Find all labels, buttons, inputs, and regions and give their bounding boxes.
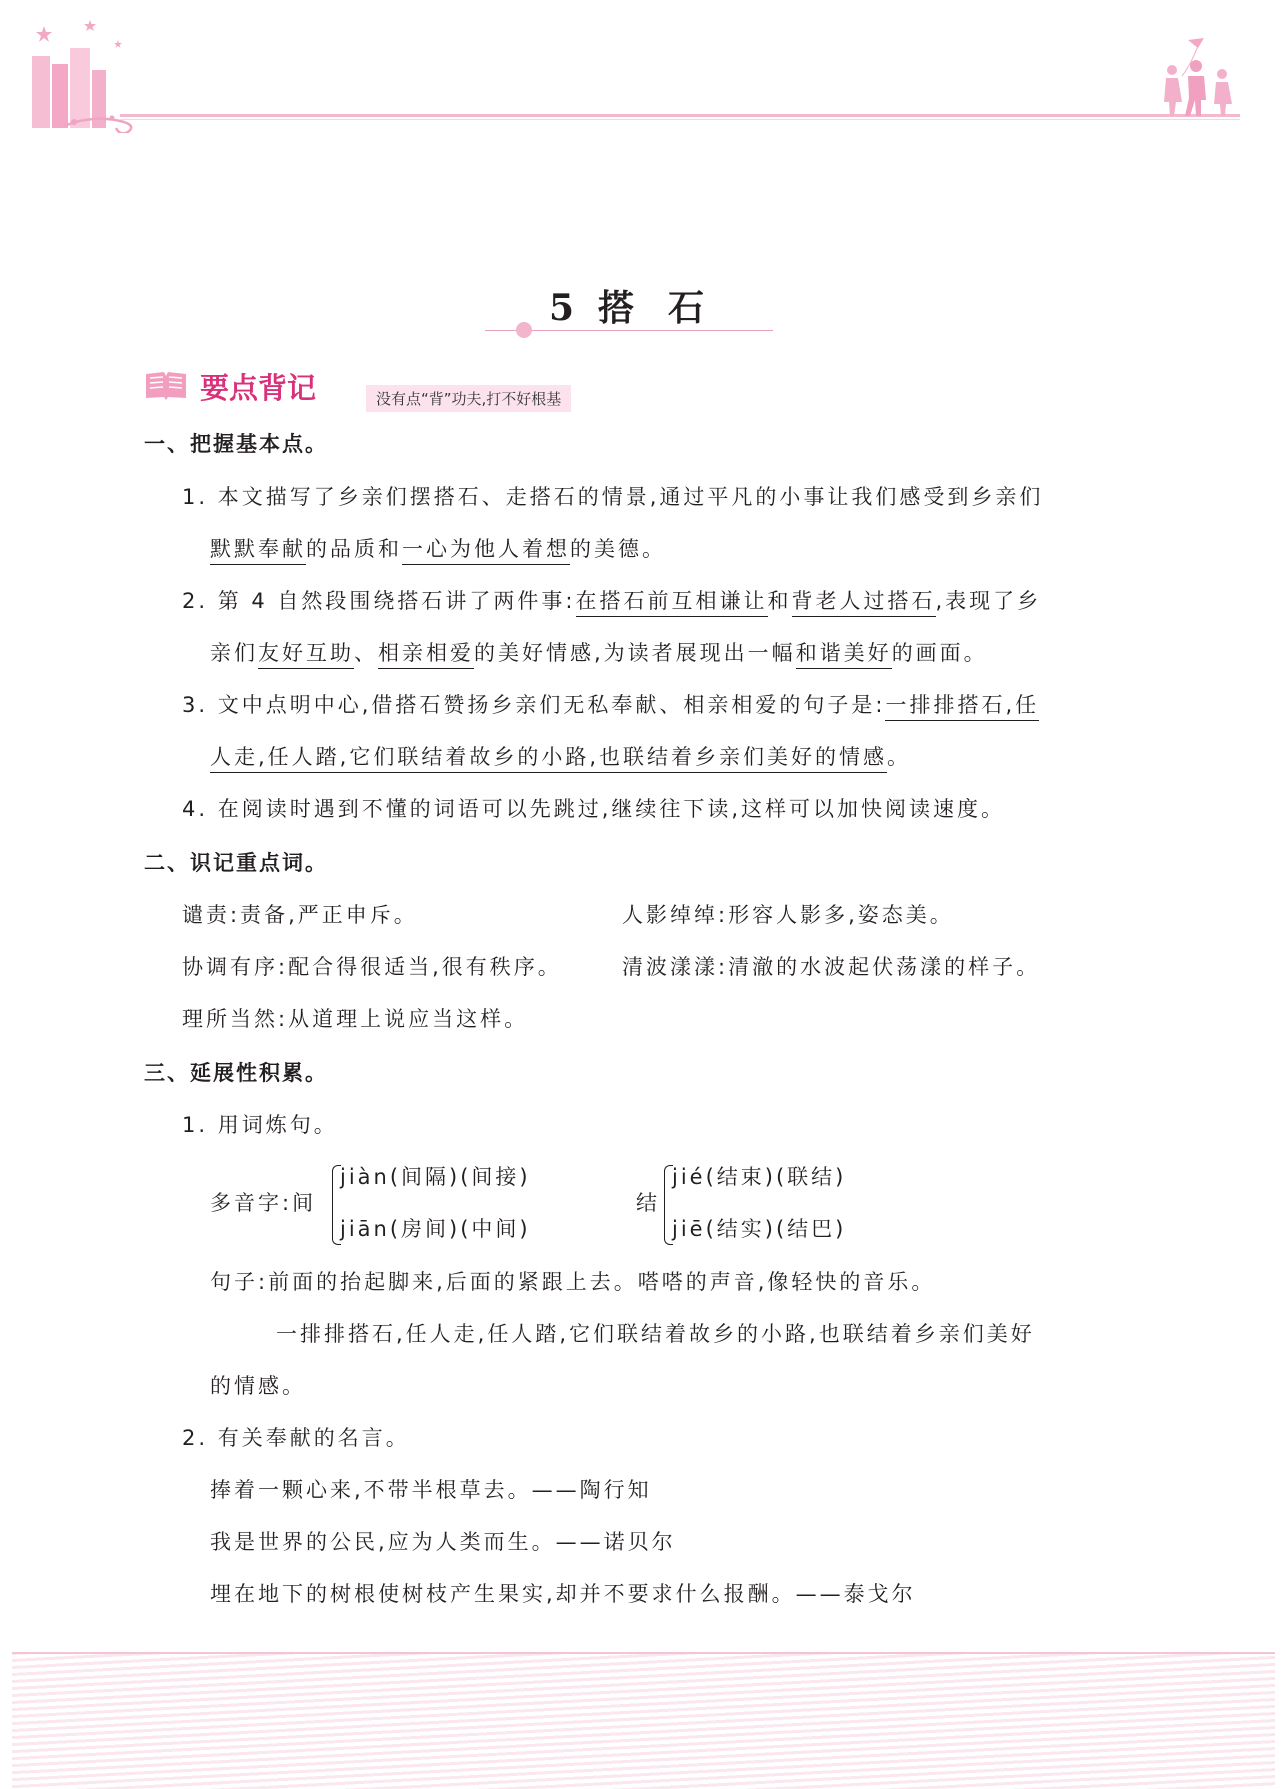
answer-underline: 一排排搭石,任	[885, 693, 1039, 721]
item1-line2	[210, 539, 666, 560]
word-definition: 清波漾漾:清澈的水波起伏荡漾的样子。	[622, 955, 1041, 979]
polyphone-label: 多音字:间	[210, 1191, 317, 1215]
answer-underline: 相亲相爱	[378, 641, 474, 669]
item3-line1	[182, 695, 1039, 716]
title-dot-icon	[516, 322, 532, 338]
answer-underline: 友好互助	[258, 641, 354, 669]
jie-label: 结	[636, 1191, 660, 1215]
example-sentence-2-cont: 的情感。	[210, 1374, 306, 1398]
text-run: 的美好情感,为读者展现出一幅	[474, 641, 796, 665]
jian-reading-2: jiān(房间)(中间)	[340, 1217, 531, 1241]
footer-band-edge	[12, 1652, 1275, 1654]
text-run: 的画面。	[891, 641, 988, 665]
word-definition: 协调有序:配合得很适当,很有秩序。	[182, 955, 562, 979]
text-run: 和	[767, 589, 792, 613]
sub-heading-1: 1. 用词炼句。	[182, 1113, 338, 1137]
answer-underline: 背老人过搭石	[792, 589, 936, 617]
text-run: 亲们	[210, 641, 258, 665]
item4-line1: 4. 在阅读时遇到不懂的词语可以先跳过,继续往下读,这样可以加快阅读速度。	[182, 797, 1006, 821]
header-rule	[120, 114, 1240, 117]
children-kite-icon	[1160, 36, 1244, 118]
example-sentence-1: 句子:前面的抬起脚来,后面的紧跟上去。嗒嗒的声音,像轻快的音乐。	[210, 1270, 936, 1294]
text-run: 的品质和	[306, 537, 402, 561]
header-rule-thin	[120, 119, 1240, 120]
section-label: 要点背记	[200, 371, 317, 405]
jian-reading-1: jiàn(间隔)(间接)	[340, 1165, 531, 1189]
word-definition: 理所当然:从道理上说应当这样。	[182, 1007, 529, 1031]
lesson-title	[0, 280, 1287, 331]
answer-underline: 默默奉献	[210, 537, 306, 565]
lesson-number: 5	[548, 287, 577, 329]
answer-underline: 和谐美好	[796, 641, 892, 669]
text-run: 的美德。	[570, 537, 666, 561]
item2-line2	[210, 643, 988, 664]
jie-reading-1: jié(结束)(联结)	[672, 1165, 847, 1189]
footer-band	[12, 1652, 1275, 1789]
quote: 埋在地下的树根使树枝产生果实,却并不要求什么报酬。——泰戈尔	[210, 1582, 916, 1606]
section-motto: 没有点“背”功夫,打不好根基	[366, 385, 571, 412]
part3-heading: 三、延展性积累。	[144, 1061, 328, 1085]
text-run: 2. 第 4 自然段围绕搭石讲了两件事:	[182, 589, 576, 613]
example-sentence-2: 一排排搭石,任人走,任人踏,它们联结着故乡的小路,也联结着乡亲们美好	[276, 1322, 1035, 1346]
part1-heading: 一、把握基本点。	[144, 432, 328, 456]
answer-underline: 一心为他人着想	[402, 537, 570, 565]
word-definition: 人影绰绰:形容人影多,姿态美。	[622, 903, 954, 927]
sub-heading-2: 2. 有关奉献的名言。	[182, 1426, 410, 1450]
text-run: 、	[354, 641, 378, 665]
word-definition: 谴责:责备,严正申斥。	[182, 903, 418, 927]
part2-heading: 二、识记重点词。	[144, 851, 328, 875]
item3-line2	[210, 747, 911, 768]
item1-line1: 1. 本文描写了乡亲们摆搭石、走搭石的情景,通过平凡的小事让我们感受到乡亲们	[182, 485, 1044, 509]
lesson-name: 搭石	[598, 287, 739, 329]
jie-reading-2: jiē(结实)(结巴)	[672, 1217, 847, 1241]
answer-underline: 人走,任人踏,它们联结着故乡的小路,也联结着乡亲们美好的情感	[210, 745, 887, 773]
quote: 捧着一颗心来,不带半根草去。——陶行知	[210, 1478, 652, 1502]
open-book-icon	[144, 370, 188, 400]
item2-line1	[182, 591, 1041, 612]
answer-underline: 在搭石前互相谦让	[576, 589, 768, 617]
text-run: 3. 文中点明中心,借搭石赞扬乡亲们无私奉献、相亲相爱的句子是:	[182, 693, 886, 717]
text-run: 。	[887, 745, 912, 769]
quote: 我是世界的公民,应为人类而生。——诺贝尔	[210, 1530, 676, 1554]
text-run: ,表现了乡	[935, 589, 1042, 613]
